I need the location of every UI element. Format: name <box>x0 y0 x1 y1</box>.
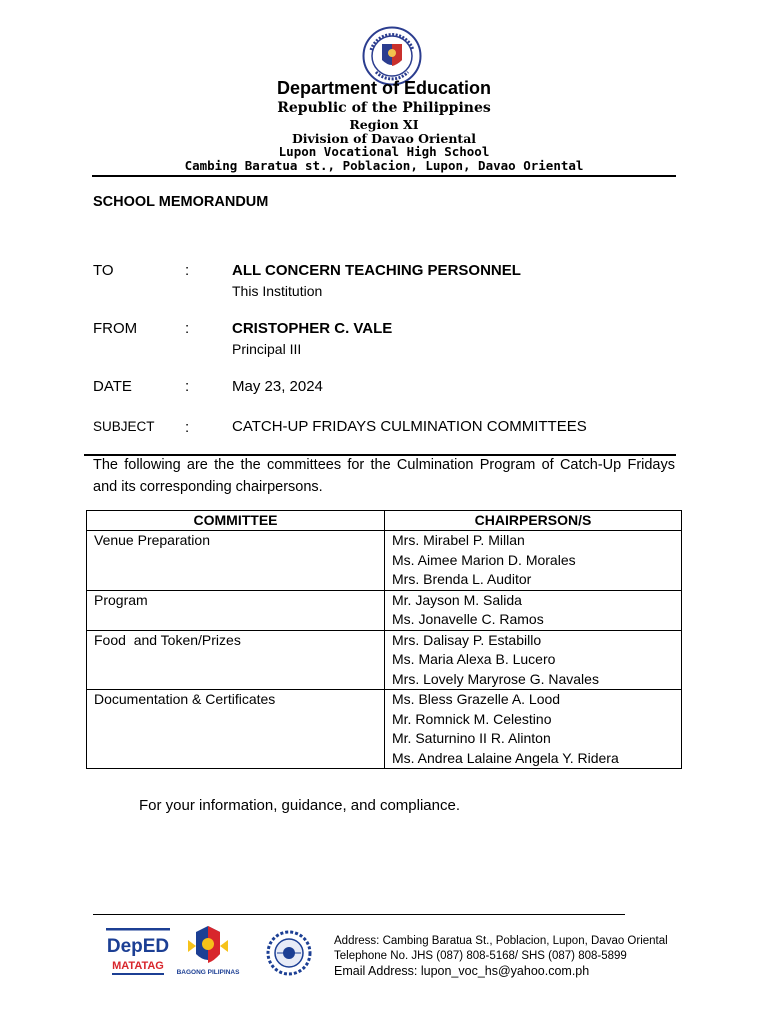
date-value: May 23, 2024 <box>232 378 323 395</box>
to-sub: This Institution <box>232 283 323 299</box>
footer-address: Address: Cambing Baratua St., Poblacion, Lupon, Davao Oriental <box>334 935 668 947</box>
to-label: TO <box>93 262 114 279</box>
svg-text:BAGONG PILIPINAS: BAGONG PILIPINAS <box>176 969 240 976</box>
chairperson-name: Mr. Romnick M. Celestino <box>392 710 552 727</box>
committee-cell: Documentation & Certificates <box>87 690 385 769</box>
department-title: Department of Education <box>276 78 491 98</box>
school-name-line: Lupon Vocational High School <box>278 144 490 159</box>
closing-line: For your information, guidance, and compliance. <box>139 797 461 814</box>
committee-header: COMMITTEE <box>87 511 385 531</box>
chairperson-name: Mrs. Dalisay P. Estabillo <box>392 631 542 648</box>
chairperson-name: Mr. Saturnino II R. Alinton <box>392 730 551 746</box>
chairperson-name: Mrs. Lovely Maryrose G. Navales <box>392 670 599 687</box>
chairperson-name: Ms. Andrea Lalaine Angela Y. Ridera <box>392 749 619 766</box>
bagong-pilipinas-logo <box>176 924 240 978</box>
to-value: ALL CONCERN TEACHING PERSONNEL <box>232 262 521 279</box>
chairperson-cell <box>385 531 682 591</box>
committee-table <box>86 510 682 769</box>
school-address-line: Cambing Baratua st., Poblacion, Lupon, Davao Oriental <box>184 158 584 173</box>
committee-cell: Food and Token/Prizes <box>87 630 385 690</box>
to-colon: : <box>185 262 190 279</box>
chairperson-cell <box>385 690 682 769</box>
memo-label: SCHOOL MEMORANDUM <box>93 194 269 210</box>
table-row <box>87 531 682 591</box>
date-label: DATE <box>93 378 132 395</box>
from-value: CRISTOPHER C. VALE <box>232 320 393 337</box>
chairperson-cell <box>385 630 682 690</box>
chairperson-name: Ms. Jonavelle C. Ramos <box>392 611 544 627</box>
table-row <box>87 690 682 769</box>
table-row <box>87 590 682 630</box>
svg-text:DepED: DepED <box>106 936 170 957</box>
from-sub: Principal III <box>232 341 302 357</box>
chairperson-name: Ms. Bless Grazelle A. Lood <box>392 691 561 707</box>
intro-paragraph: The following are the the committees for the Culmination Program of Catch-Up Fridays and its corresponding chairpersons. <box>93 457 675 495</box>
chairperson-name: Ms. Aimee Marion D. Morales <box>392 551 576 568</box>
subject-value: CATCH-UP FRIDAYS CULMINATION COMMITTEES <box>232 418 587 435</box>
chairperson-header: CHAIRPERSON/S <box>385 511 682 531</box>
division-line: Division of Davao Oriental <box>291 131 477 146</box>
deped-seal-logo <box>362 26 422 86</box>
footer-telephone: Telephone No. JHS (087) 808-5168/ SHS (087) 808-5899 <box>334 950 627 962</box>
table-header-row <box>87 511 682 531</box>
chairperson-name: Ms. Maria Alexa B. Lucero <box>392 651 556 667</box>
chairperson-name: Mrs. Brenda L. Auditor <box>392 571 532 587</box>
footer-divider <box>93 914 625 915</box>
chairperson-cell <box>385 590 682 630</box>
svg-text:MATATAG: MATATAG <box>112 960 164 972</box>
committee-cell: Program <box>87 590 385 630</box>
chairperson-name: Mr. Jayson M. Salida <box>392 591 522 608</box>
from-colon: : <box>185 320 190 337</box>
republic-line: Republic of the Philippines <box>277 100 491 116</box>
from-label: FROM <box>93 320 138 337</box>
footer-email: Email Address: lupon_voc_hs@yahoo.com.ph <box>334 964 590 978</box>
committee-cell: Venue Preparation <box>87 531 385 591</box>
header-divider <box>92 175 676 177</box>
region-line: Region XI <box>349 117 419 132</box>
chairperson-name: Mrs. Mirabel P. Millan <box>392 532 525 548</box>
school-seal-logo <box>264 930 314 976</box>
deped-matatag-logo <box>106 926 170 978</box>
subject-colon: : <box>185 419 190 436</box>
subject-label: SUBJECT <box>93 419 155 434</box>
date-colon: : <box>185 378 190 395</box>
table-row <box>87 630 682 690</box>
